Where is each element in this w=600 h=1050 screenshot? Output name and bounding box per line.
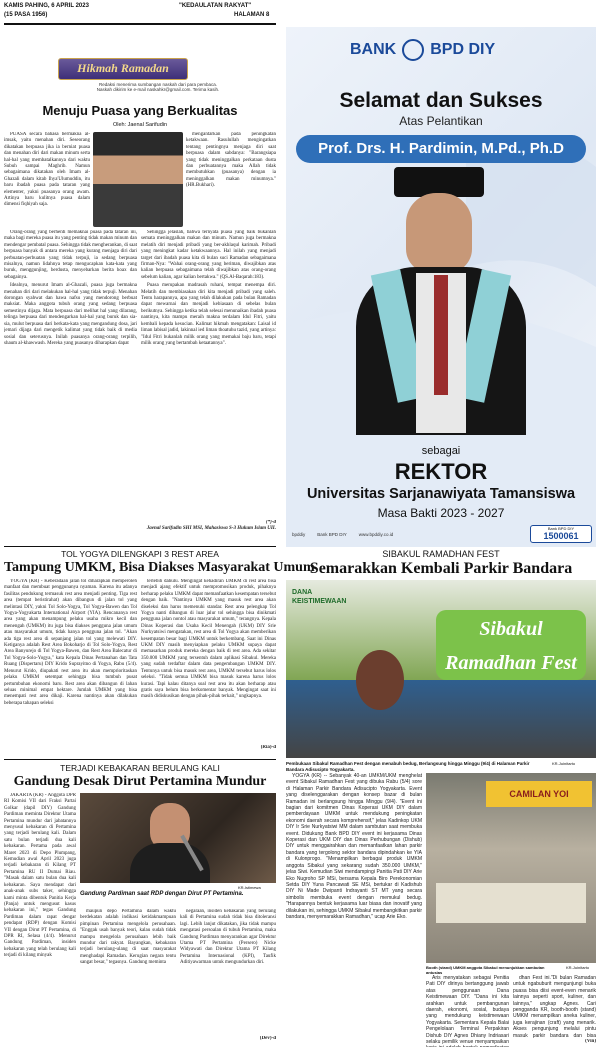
editor-note xyxy=(58,82,258,92)
tol-text-left: YOGYA (KR) - Keberadaan jalan tol diharapkan memperoleh manfaat dan membuat penggunanya nyaman. Karena itu adanya fasilitas pendukung termasuk rest area menjadi penting. Tiga rest area (tempat beristirahat) akan dibangun di jalan tol yang melintasi DIY, yakni Tol Solo-Yogya, Tol Yogya-Bawen dan Tol Yogya-Yogyakarta International Airport (YIA). Rencananya rest area yang akan menampung pelaku usaha mikro kecil dan menengah (UMKM) itu juga bisa diakses pengguna jalan umum atau masyarakat umum, tidak hanya pengguna jalan tol. "Akan ada tiga rest area di sepanjang jalan tol yang melewati DIY. Ketiganya adalah Rest Area Bokoharjo di Tol Solo-Yogya, Rest Area Banyurejo di Tol Yogya-Bawen, dan Rest Area Balecatur di Tol Yogya-Solo-Yogya," kata Kepala Dinas Pertanahan dan Tata Ruang (Dispertaru) DIY Krido Suprayitno di Yogya, Rabu (5/4). Menurut Krido, diupakati rest area itu akan memprioritaskan pelaku UMKM setempat sehingga bisa tumbuh pusat pertumbuhan ekonomi baru. Rest area akan dibangun di lahan seluas minimal empat hektare. Jumlah UMKM yang bisa menempati rest area dikaji. Karena nantinya akan dilakukan beberapa tahapan seleksi xyxy=(4,579,137,706)
ad-subtitle: Atas Pelantikan xyxy=(399,114,483,128)
column-title: Menuju Puasa yang Berkualitas xyxy=(42,103,238,118)
call-center-number: 1500061 xyxy=(543,531,579,541)
social-website: www.bpddiy.co.id xyxy=(358,532,394,537)
pertamina-kicker: TERJADI KEBAKARAN BERULANG KALI xyxy=(60,763,220,773)
column-text-right: Sehingga jelaslah, bahwa ternyata puasa yang baik bukanlah semata meninggalkan makan dan minum. Namun juga bermakna melatih diri menjadi pribadi yang ber-akhlaqul karimah. Pribadi yang meningkat kadar ketakwaannya. Hal inilah yang menjadi target dari ibadah puasa kita di bulan suci Ramadan sebagaimana firman-Nya: "Wahai orang-orang yang beriman, diwajibkan atas kalian berpuasa sebagaimana telah diwajibkan atas orang-orang sebelum kalian, agar kalian bertakwa." (QS.Al-Baqarah:183). Puasa merupakan madrasah ruhani, tempat menempa diri. Melatih dan membiasakan diri kita menjadi pribadi yang saleh. Tentu harapannya, apa yang telah dilakukan pada bulan Ramadan dapat mewarnai dan menjadi kebiasaan di sebelas bulan berikutnya. Sehingga ketika telah selesai menunaikan ibadah puasa nantinya, kita mampu meraih makna terdalam Idul Fitri, yaitu kembali kepada kesucian. Kalimat hikmah mengatakan: Laisal id liman labisal jadid, lakinnal ied liman thoatuhu tazid, yang artinya: "Idul Fitri bukanlah milik orang yang memakai baju baru, tetapi milik orang yang bertambah ketaatannya". xyxy=(141,230,276,346)
bank-logo xyxy=(350,35,550,65)
masthead xyxy=(4,3,596,25)
pertamina-text-right: negaraan, insiden kebakaran yang berulang kali di Pertamina sudah tidak bisa ditoleransi lagi. Lebih lanjut dikatakan, jika tidak mampu mengatasi persoalan di tubuh Pertamina, maka Gandung Pardiman menyarankan agar Direktur Utama PT Pertamina (Persero) Nicke Widyawati dan Direktur Utama PT Kilang Pertamina Internasional (KPI), Taufik Aditiyawarman untuk mengundurkan diri. xyxy=(180,909,276,966)
section-divider-1 xyxy=(4,546,276,547)
sibakul-photo xyxy=(286,580,596,758)
section-divider-2 xyxy=(4,759,276,760)
pertamina-headline: Gandung Desak Dirut Pertamina Mundur xyxy=(13,774,267,789)
ad-university: Universitas Sarjanawiyata Tamansiswa xyxy=(306,486,576,502)
column-text-left: Orang-orang yang berhenti memaknai puasa pada tataran ini, maka bagi mereka puasa itu yang penting tidak makan minum dan mendengar pembatal puasa. Sehingga tidak mengherankan, di saat berpuasa banyak di antara mereka yang kurang menjaga diri dari perbuatan-perbuatan yang tidak terpuji, ia sedang berpuasa misalnya, namun lidahnya tetap mengucapkan kata-kata yang buruk, menggunjing, berdusta, menyebarkan berita hoax dan sebagainya. Idealnya, menurut Imam al-Ghazali, puasa juga bermakna menahan diri dari melakukan hal-hal yang tidak terpuji. Menahan dorongan syahwat dan hawa nafsu yang mendorong berbuat maksiat. Maka anggota tubuh orang yang sedang berpuasa semestinya dijaga. Mata berpuasa dari melihat hal yang dilarang, telinga berpuasa dari mendengarkan hal-hal yang buruk dan sia-sia, mulut berpuasa dari berkata-kata yang mengandung dosa, jari jemari dijaga dari mengetik kalimat yang tidak baik di media sosial dan seterusnya. Inilah puasanya orang-orang terpilih, shaum al-khawwash. Mereka yang puasanya diharapkan dapat xyxy=(4,230,137,346)
bank-ad xyxy=(286,27,596,547)
ad-term: Masa Bakti 2023 - 2027 xyxy=(377,506,505,520)
paper-name: "KEDAULATAN RAKYAT" xyxy=(179,3,252,9)
ad-social xyxy=(292,532,492,537)
sibakul-caption: Pembukaan Sibakul Ramadhan Fest dengan menabuh bedug, Berlangsung hingga Minggu (9/4) di Halaman Parkir Bandara Adisucipto Yogyakarta. xyxy=(286,761,530,772)
issue-date: KAMIS PAHING, 6 APRIL 2023 xyxy=(4,3,89,9)
sibakul-headline: Semarakkan Kembali Parkir Bandara xyxy=(309,560,573,577)
sibakul-credit-1: KR-Juinitarto xyxy=(552,761,576,766)
dana-keistimewaan-logo: DANA KEISTIMEWAAN xyxy=(292,589,347,605)
javanese-date: (15 PASA 1956) xyxy=(4,12,48,18)
tol-signoff: (Ria)-d xyxy=(260,745,276,750)
pertamina-text-left: JAKARTA (KR) - Anggota DPR RI Komisi VII dari Fraksi Partai Golkar (dapil DIY) Gandung Pardiman meminta Direktur Utama Pertamina mundur dari jabatannya menyusul kebakaran di Pertamina yang terjadi berulang kali. Dalam satu bulan terjadi dua kali kebakaran. Pertama pada awal Maret 2023 di Depo Plumpang, Kemudian awal April 2023 juga terjadi kebakaran di Kilang PT Pertamina RU II Dumai Riau. "Masak dalam satu bulan dua kali kebakaran. Saya mendapat dari anak-anak subs taker, sehingga kami minta dibentuk Panitia Kerja (Panja) untuk mengusut kasus kebakaran ini," tegas Gandung Pardiman dalam rapat dengar pendapat (RDP) dengan Komisi VII dengan Dirut PT Pertamina, di DPR RI, Selasa (4/4). Menurut Gandung Pardiman, insiden kebakaran yang telah berulang kali terjadi di kilang minyak xyxy=(4,793,76,959)
tol-headline: Tampung UMKM, Bisa Diakses Masyarakat Umum xyxy=(4,560,315,575)
booth-photo xyxy=(426,773,596,963)
ad-as: sebagai xyxy=(421,445,461,457)
call-center xyxy=(530,525,592,543)
face xyxy=(406,193,472,273)
tie xyxy=(434,275,448,395)
sibakul-kicker: SIBAKUL RAMADHAN FEST xyxy=(382,549,500,559)
sibakul-text-right: dhan Fest ini."Di bulan Ramadan untuk ngabuburit mengunjungi buka puasa bisa diisi event-even menarik lainnya seperti sport, kuliner, dan lainnya," ungkap Agnes. Cari pengganda KR, booth-booth (stand) UMKM menampilkan aneka kuliner, juga kerajinan (craft) yang menarik. Akses pengunjung melalui pintu masuk parkir bandara dan bisa xyxy=(513,975,596,1039)
tol-text-right: terlebih dahulu. Mengingat kehadiran UMKM di rest area bisa menjadi ajang efektif untuk mempromosikan produk, pihaknya berharap pelaku UMKM dapat memanfaatkan kesempatan tersebut dengan baik. "Nantinya UMKM yang masuk rest area akan diseleksi dan harus memenuhi standar. Rest area pelengkap Tol Yogya nanti dibangun di luar jalur tol sehingga bisa dinikmati pengguna jalan nontol atau masyarakat umum," terangnya. Kepala Dinas Koperasi dan Usaha Kecil Menengah (UKM) DIY Srie Nurkyatsiwi mengatakan, rest area di Tol Yogya akan memberikan kesempatan besar bagi UMKM untuk berkembang. Saat ini Dinas UKM DIY masih menyiapkan pelaku UMKM supaya dapat memasarkan produk mereka dengan baik di rest area. Ada sekitar 350.000 UMKM yang tersentuh dalam aplikasi Sibakul. Mereka yang sudah terdaftar dalam data pengembangan UMKM DIY. Tentunya untuk bisa masuk rest area, UMKM tersebut harus lolos seleksi. "Tidak semua UMKM bisa masuk karena harus lolos kurasi. Tapi kalau ditanya soal rest area itu akan berharap atau gratis saya belum bisa berkomentar banyak. Mengingat saat ini masih didiskusikan dengan pihak-pihak terkait," ungkapnya. xyxy=(141,579,276,700)
bank-emblem-icon xyxy=(402,39,424,61)
crowd xyxy=(286,680,596,758)
drum-icon xyxy=(356,650,404,710)
column-signoff: (*)-d Jaenal Sarifudin SHI MSI, Mahasiswa S-3 Hukum Islam UII. xyxy=(146,520,276,532)
sibakul-signoff: (Vin) xyxy=(585,1039,596,1044)
sibakul-text-left: YOGYA (KR) -- Sebanyak 40-an UMKM/UKM menghelat event Sibakul Ramadhan Fest yang dibuka Rabu (5/4) sore di Halaman Parkir Bandara Adisucipto Yogyakarta. Event yang diselenggarakan dengan konsep bazar di bulan Ramadan ini berlangsung hingga Minggu (9/4). "Event ini bagian dari komitmen Dinas Koperasi UKM DIY dalam pemberdayaan UMKM untuk mendukung peningkatan ekonomi daerah secara komprehensif," jelas Kadinkop UKM DIY Ir Srie Nurkyatsiwi MM dalam sambutan saat membuka event. Didukung Bank BPD DIY event ini kerjasama Dinas Koperasi dan UKM DIY dan Dinas Perhubungan (Dishub) DIY untuk menggairahkan dan memanfaatkan lahan parkir bandara yang tergolong sektor bandara dipindahkan ke YIA di Kulonprogo. "Menampilkan berbagai produk UMKM anggota Sibakul yang sekarang sudah 350.000 UMKM," jelas Siwi. Kemudian Siwi mendampingi Panitia Pati DIY Arie Eko Nugroho SP MSi, bersama Kepala Biro Perekonomian Setda DIY Yuna Pancawati SE MSi, bertukar di Kadishub DIY Ni Made Dwipanti Indrayanti ST MT yang secara simbolis membuka event dengan memukul bedug. "Harapannya bentuk kerjasama luar biasa dan inovatif yang dilakukan ini, sehingga UMKM Sibakul membangkitkan parkir bandara, menyemarakkan Ramadhan," ucap Arie Eko. xyxy=(286,773,422,920)
editor-note-line1: Redaksi menerima sumbangan naskah dari para pembaca. xyxy=(98,82,218,87)
pertamina-photo xyxy=(80,793,276,883)
ad-greeting: Selamat dan Sukses xyxy=(339,89,543,112)
tol-kicker: TOL YOGYA DILENGKAPI 3 REST AREA xyxy=(61,549,219,559)
pertamina-signoff: (Dev)-d xyxy=(259,1036,276,1041)
author-photo xyxy=(93,132,183,227)
honoree-name: Prof. Drs. H. Pardimin, M.Pd., Ph.D xyxy=(296,135,586,163)
editor-note-line2: Naskah dikirim ke e-mail naskahkr@gmail.com. Terima kasih. xyxy=(96,87,220,92)
pertamina-credit: KR-Istimewa xyxy=(238,885,261,890)
festival-banner: Sibakul Ramadhan Fest xyxy=(436,610,586,680)
sibakul-credit-2: KR-Juinitarto xyxy=(566,965,590,970)
booth-caption: Booth (stand) UMKM anggota Sibakul menunjukkan sambutan antusias xyxy=(426,965,545,975)
ad-role: REKTOR xyxy=(394,459,488,484)
pertamina-caption: Gandung Pardiman saat RDP dengan Dirut PT Pertamina. xyxy=(80,891,244,897)
call-center-label: Bank BPD DIY xyxy=(547,526,575,531)
sibakul-text-mid: Aris menyatakan sebagai Penitia Pati DIY dirinya bertanggung jawab atas penggunaan Dana Keistimewaan DIY. "Dana ini kita arahkan untuk pembangunan daerah, ekonomi, sosial, budaya yang mendukung keistimewaan Yogyakarta. Sementara Kepala Balai Pengelolaan Terminal Perpakiran Dishub DIY Agnes Dhiany Indriasari selaku pemilik venue menyampaikan xyxy=(426,975,509,1046)
pertamina-text-mid: maupun depo Pertamina dalam waktu berdekatan adalah indikasi ketidakmampuan pimpinan Pertamina mengelola perusahaan. "Enggak usah banyak teori, kalau sudah tidak mampu mengelola perusahaan lebih baik mundur dari rakyat. Bayangkan, kebakaran terjadi berulang-ulang di saat masyarakat menghadapi Ramadan. Kerugian negara tentu sangat besar," tegasnya. Gandung meminta xyxy=(80,909,176,966)
social-name: Bank BPD DIY xyxy=(317,532,347,537)
honoree-photo xyxy=(356,167,526,435)
column-author: Oleh: Jaenal Sarifudin xyxy=(112,122,168,128)
hikmah-ramadan-logo: Hikmah Ramadan xyxy=(58,58,188,80)
social-handle: bpddiy xyxy=(292,532,306,537)
column-text-top-left: PUASA secara bahasa bermakna al-imsak, yaitu menahan diri. Seseorang dikatakan berpuasa jika ia berniat puasa dan menahan diri dari makan minum serta hal-hal yang membatalkannya dari waktu Subuh sampai Maghrib. Namun sebagaimana dikatakan oleh Imam al-Ghazali dalam kitab Ihya'Ulumuddin, itu baru ibadah puasa pada tataran yang elementer, yakni puasanya orang awam. Artinya baru kulitnya puasa dalam dimensi fiqhiyah saja. xyxy=(4,132,90,208)
stall-table xyxy=(436,883,586,923)
stall-sign: CAMILAN YOI xyxy=(486,781,592,807)
masthead-rule xyxy=(4,23,276,25)
column-text-top-right: mengantarkan pada peningkatan ketakwaan. Rasulullah mengingatkan tentang pentingnya menjaga diri saat berpuasa dalam sabdanya: "Barangsiapa yang tidak meninggalkan perkataan dusta dan perbuatannya maka Allah tidak membutuhkan (puasanya) dengan ia meninggalkan makan minumnya." (HR.Bukhari). xyxy=(186,132,276,189)
bank-name: BPD DIY xyxy=(430,41,496,58)
bank-word: BANK xyxy=(350,41,397,58)
page-number: HALAMAN 8 xyxy=(234,12,270,18)
